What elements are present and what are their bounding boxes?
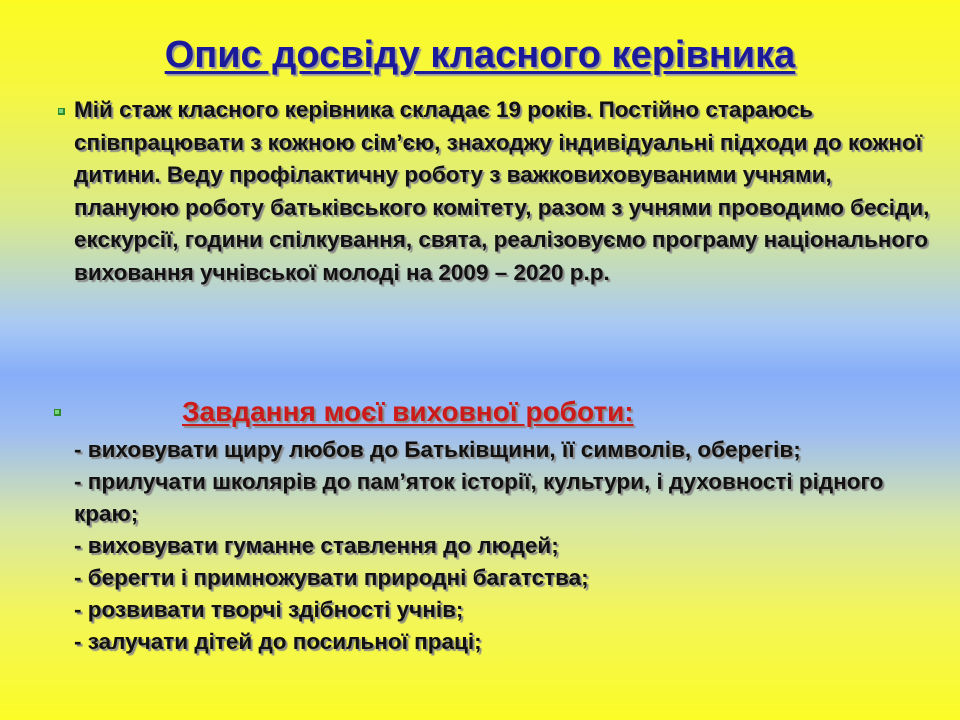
list-item: - розвивати творчі здібності учнів; — [74, 597, 464, 622]
tasks-heading: Завдання моєї виховної роботи: — [182, 396, 634, 427]
bullet-square-icon — [58, 108, 65, 115]
list-item: - берегти і примножувати природні багатства; — [74, 565, 589, 590]
tasks-list — [74, 434, 934, 658]
list-item: - залучати дітей до посильної праці; — [74, 629, 482, 654]
bullet-square-icon — [54, 409, 61, 416]
list-item: - виховувати гуманне ставлення до людей; — [74, 533, 559, 558]
slide-title: Опис досвіду класного керівника — [164, 34, 796, 76]
list-item: - прилучати школярів до пам’яток історії, культури, і духовності рідного краю; — [74, 469, 884, 526]
experience-paragraph: Мій стаж класного керівника складає 19 років. Постійно стараюсь співпрацювати з кожною сім’єю, знаходжу індивідуальні підходи до кожної дитини. Веду профілактичну роботу з важковиховуваними учнями, плануюю роботу батьківського комітету, разом з учнями проводимо бесіди, екскурсії, години спілкування, свята, реалізовуємо програму національного виховання учнівської молоді на 2009 – 2020 р.р. — [74, 97, 930, 285]
list-item: - виховувати щиру любов до Батьківщини, її символів, оберегів; — [74, 437, 801, 462]
